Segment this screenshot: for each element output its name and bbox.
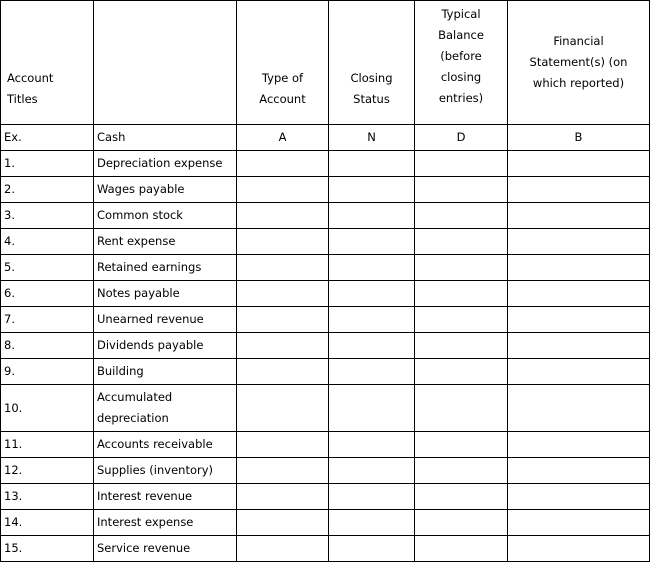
type-of-account-cell[interactable] <box>237 281 329 307</box>
row-number: 11. <box>1 432 94 458</box>
account-title: Service revenue <box>94 536 237 562</box>
type-of-account-cell[interactable] <box>237 307 329 333</box>
type-of-account-cell[interactable]: A <box>237 125 329 151</box>
header-line: Titles <box>7 92 38 106</box>
account-title: Common stock <box>94 203 237 229</box>
type-of-account-cell[interactable] <box>237 333 329 359</box>
financial-statement-cell[interactable] <box>508 255 650 281</box>
type-of-account-cell[interactable] <box>237 151 329 177</box>
header-line: Statement(s) (on <box>529 55 628 69</box>
financial-statement-cell[interactable] <box>508 385 650 432</box>
account-title: Notes payable <box>94 281 237 307</box>
table-body <box>1 125 650 562</box>
row-number: 6. <box>1 281 94 307</box>
row-number: 10. <box>1 385 94 432</box>
table-row <box>1 203 650 229</box>
account-title <box>94 385 237 432</box>
account-title: Building <box>94 359 237 385</box>
header-typical-balance <box>415 1 508 125</box>
financial-statement-cell[interactable] <box>508 177 650 203</box>
header-line: closing <box>440 70 482 84</box>
closing-status-cell[interactable] <box>329 536 415 562</box>
typical-balance-cell[interactable]: D <box>415 125 508 151</box>
closing-status-cell[interactable] <box>329 151 415 177</box>
typical-balance-cell[interactable] <box>415 255 508 281</box>
typical-balance-cell[interactable] <box>415 177 508 203</box>
closing-status-cell[interactable] <box>329 333 415 359</box>
table-row <box>1 432 650 458</box>
closing-status-cell[interactable] <box>329 281 415 307</box>
account-title-line: Accumulated <box>97 390 173 404</box>
financial-statement-cell[interactable] <box>508 151 650 177</box>
financial-statement-cell[interactable] <box>508 359 650 385</box>
financial-statement-cell[interactable] <box>508 333 650 359</box>
header-line: (before <box>440 49 482 63</box>
header-closing-status <box>329 1 415 125</box>
header-financial-statements <box>508 1 650 125</box>
table-header <box>1 1 650 125</box>
closing-status-cell[interactable] <box>329 307 415 333</box>
closing-status-cell[interactable] <box>329 484 415 510</box>
financial-statement-cell[interactable] <box>508 458 650 484</box>
account-title: Rent expense <box>94 229 237 255</box>
header-line: which reported) <box>532 76 625 90</box>
header-line: entries) <box>438 91 484 105</box>
typical-balance-cell[interactable] <box>415 458 508 484</box>
typical-balance-cell[interactable] <box>415 229 508 255</box>
closing-status-cell[interactable] <box>329 203 415 229</box>
header-line: Financial <box>553 34 604 48</box>
type-of-account-cell[interactable] <box>237 536 329 562</box>
financial-statement-cell[interactable] <box>508 432 650 458</box>
header-line: Closing <box>350 71 393 85</box>
table-row <box>1 510 650 536</box>
row-number: Ex. <box>1 125 94 151</box>
financial-statement-cell[interactable] <box>508 307 650 333</box>
typical-balance-cell[interactable] <box>415 281 508 307</box>
typical-balance-cell[interactable] <box>415 484 508 510</box>
closing-status-cell[interactable]: N <box>329 125 415 151</box>
table-row <box>1 458 650 484</box>
account-title: Interest revenue <box>94 484 237 510</box>
row-number: 3. <box>1 203 94 229</box>
table-row <box>1 385 650 432</box>
header-line: Balance <box>438 28 484 42</box>
row-number: 8. <box>1 333 94 359</box>
header-line: Status <box>353 92 390 106</box>
closing-status-cell[interactable] <box>329 510 415 536</box>
account-title: Wages payable <box>94 177 237 203</box>
account-title: Supplies (inventory) <box>94 458 237 484</box>
table-row <box>1 177 650 203</box>
financial-statement-cell[interactable] <box>508 203 650 229</box>
financial-statement-cell[interactable] <box>508 229 650 255</box>
typical-balance-cell[interactable] <box>415 359 508 385</box>
row-number: 13. <box>1 484 94 510</box>
account-title: Dividends payable <box>94 333 237 359</box>
row-number: 1. <box>1 151 94 177</box>
account-title-line: depreciation <box>97 411 169 425</box>
type-of-account-cell[interactable] <box>237 510 329 536</box>
table-row-example <box>1 125 650 151</box>
closing-status-cell[interactable] <box>329 458 415 484</box>
header-line: Typical <box>441 7 481 21</box>
type-of-account-cell[interactable] <box>237 359 329 385</box>
type-of-account-cell[interactable] <box>237 229 329 255</box>
table-row <box>1 281 650 307</box>
typical-balance-cell[interactable] <box>415 510 508 536</box>
financial-statement-cell[interactable]: B <box>508 125 650 151</box>
financial-statement-cell[interactable] <box>508 536 650 562</box>
header-blank <box>94 1 237 125</box>
header-line: Account <box>259 92 306 106</box>
header-type-of-account <box>237 1 329 125</box>
row-number: 9. <box>1 359 94 385</box>
account-title: Cash <box>94 125 237 151</box>
header-line: Type of <box>261 71 304 85</box>
type-of-account-cell[interactable] <box>237 484 329 510</box>
type-of-account-cell[interactable] <box>237 432 329 458</box>
row-number: 14. <box>1 510 94 536</box>
closing-status-cell[interactable] <box>329 255 415 281</box>
table-row <box>1 333 650 359</box>
typical-balance-cell[interactable] <box>415 151 508 177</box>
header-account-titles <box>1 1 94 125</box>
table-row <box>1 255 650 281</box>
table-row <box>1 229 650 255</box>
row-number: 15. <box>1 536 94 562</box>
header-row <box>1 1 650 125</box>
financial-statement-cell[interactable] <box>508 281 650 307</box>
typical-balance-cell[interactable] <box>415 536 508 562</box>
table-row <box>1 484 650 510</box>
typical-balance-cell[interactable] <box>415 333 508 359</box>
table-row <box>1 307 650 333</box>
type-of-account-cell[interactable] <box>237 203 329 229</box>
account-title: Interest expense <box>94 510 237 536</box>
account-title: Unearned revenue <box>94 307 237 333</box>
typical-balance-cell[interactable] <box>415 203 508 229</box>
header-line: Account <box>7 71 54 85</box>
account-title: Retained earnings <box>94 255 237 281</box>
row-number: 7. <box>1 307 94 333</box>
row-number: 12. <box>1 458 94 484</box>
row-number: 4. <box>1 229 94 255</box>
table-row <box>1 536 650 562</box>
type-of-account-cell[interactable] <box>237 458 329 484</box>
closing-status-cell[interactable] <box>329 385 415 432</box>
row-number: 5. <box>1 255 94 281</box>
closing-status-cell[interactable] <box>329 177 415 203</box>
closing-status-cell[interactable] <box>329 229 415 255</box>
type-of-account-cell[interactable] <box>237 177 329 203</box>
table-row <box>1 151 650 177</box>
financial-statement-cell[interactable] <box>508 484 650 510</box>
type-of-account-cell[interactable] <box>237 385 329 432</box>
account-title: Depreciation expense <box>94 151 237 177</box>
row-number: 2. <box>1 177 94 203</box>
closing-status-cell[interactable] <box>329 359 415 385</box>
typical-balance-cell[interactable] <box>415 385 508 432</box>
typical-balance-cell[interactable] <box>415 432 508 458</box>
financial-statement-cell[interactable] <box>508 510 650 536</box>
account-title: Accounts receivable <box>94 432 237 458</box>
table-row <box>1 359 650 385</box>
type-of-account-cell[interactable] <box>237 255 329 281</box>
closing-status-cell[interactable] <box>329 432 415 458</box>
typical-balance-cell[interactable] <box>415 307 508 333</box>
